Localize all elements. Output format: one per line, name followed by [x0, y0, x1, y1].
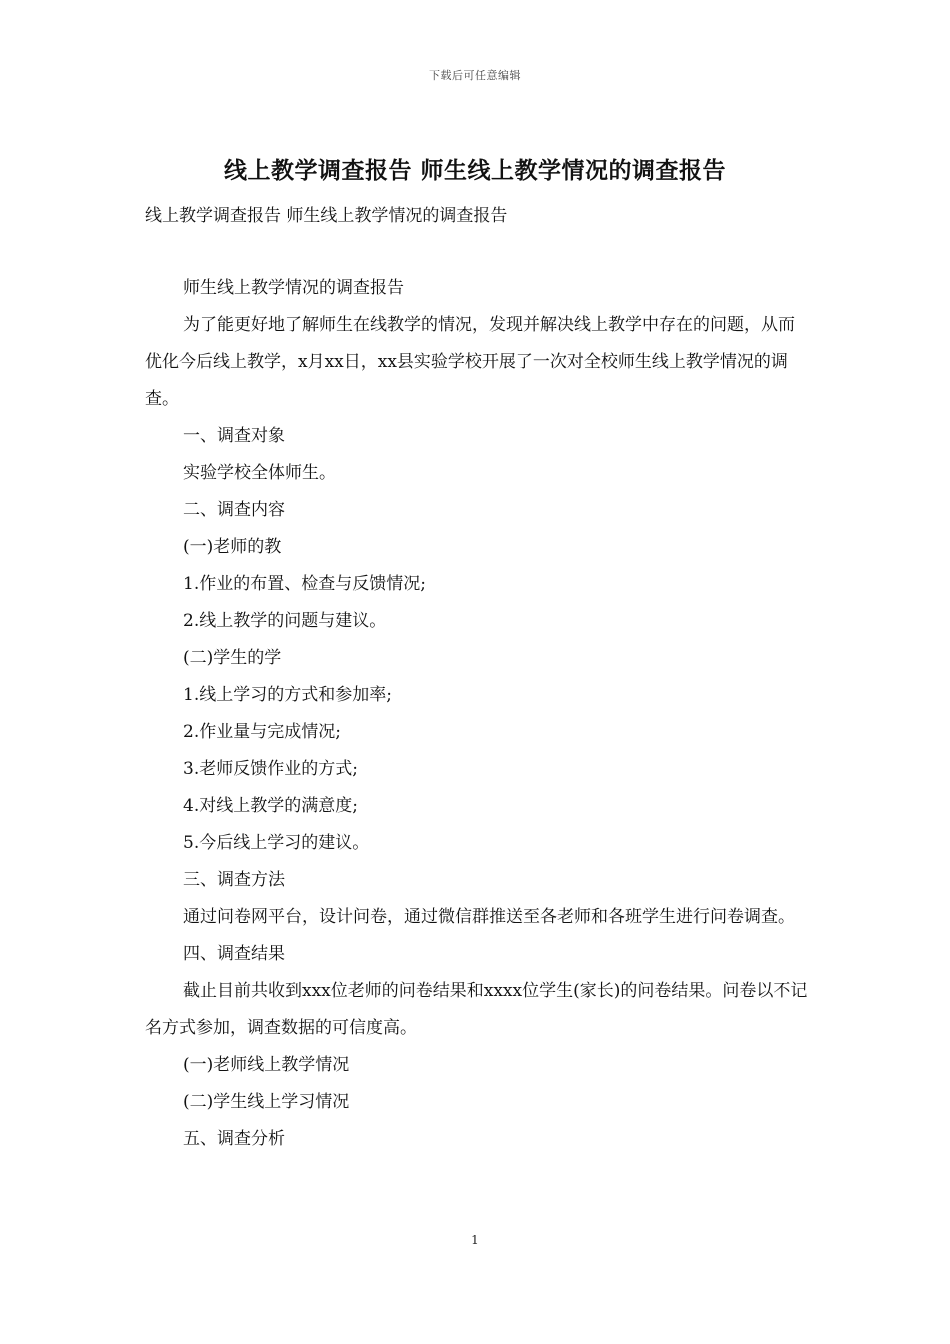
section-heading: 三、调查方法 [183, 870, 285, 890]
page-number: 1 [471, 1233, 479, 1247]
section-heading: 五、调查分析 [183, 1129, 285, 1149]
intro-paragraph: 为了能更好地了解师生在线教学的情况，发现并解决线上教学中存在的问题，从而优化今后线上教学，x月xx日，xx县实验学校开展了一次对全校师生线上教学情况的调查。 [145, 315, 795, 409]
report-heading: 师生线上教学情况的调查报告 [183, 278, 404, 298]
paragraph: 截止目前共收到xxx位老师的问卷结果和xxxx位学生(家长)的问卷结果。问卷以不记名方式参加，调查数据的可信度高。 [145, 981, 808, 1038]
list-item: 2.线上教学的问题与建议。 [183, 611, 387, 631]
paragraph: 通过问卷网平台，设计问卷，通过微信群推送至各老师和各班学生进行问卷调查。 [183, 907, 795, 927]
subsection-heading: (二)学生的学 [183, 648, 282, 668]
paragraph: 实验学校全体师生。 [183, 463, 336, 483]
section-heading: 四、调查结果 [183, 944, 285, 964]
subsection-heading: (一)老师的教 [183, 537, 282, 557]
list-item: 3.老师反馈作业的方式; [183, 759, 358, 779]
document-subtitle: 线上教学调查报告 师生线上教学情况的调查报告 [145, 206, 508, 226]
document-body [145, 270, 809, 1158]
list-item: 1.作业的布置、检查与反馈情况; [183, 574, 426, 594]
section-heading: 一、调查对象 [183, 426, 285, 446]
subsection-heading: (二)学生线上学习情况 [183, 1092, 350, 1112]
header-note: 下载后可任意编辑 [429, 69, 521, 82]
section-heading: 二、调查内容 [183, 500, 285, 520]
list-item: 5.今后线上学习的建议。 [183, 833, 370, 853]
list-item: 4.对线上教学的满意度; [183, 796, 358, 816]
subsection-heading: (一)老师线上教学情况 [183, 1055, 350, 1075]
document-title: 线上教学调查报告 师生线上教学情况的调查报告 [223, 157, 726, 184]
list-item: 1.线上学习的方式和参加率; [183, 685, 392, 705]
list-item: 2.作业量与完成情况; [183, 722, 341, 742]
